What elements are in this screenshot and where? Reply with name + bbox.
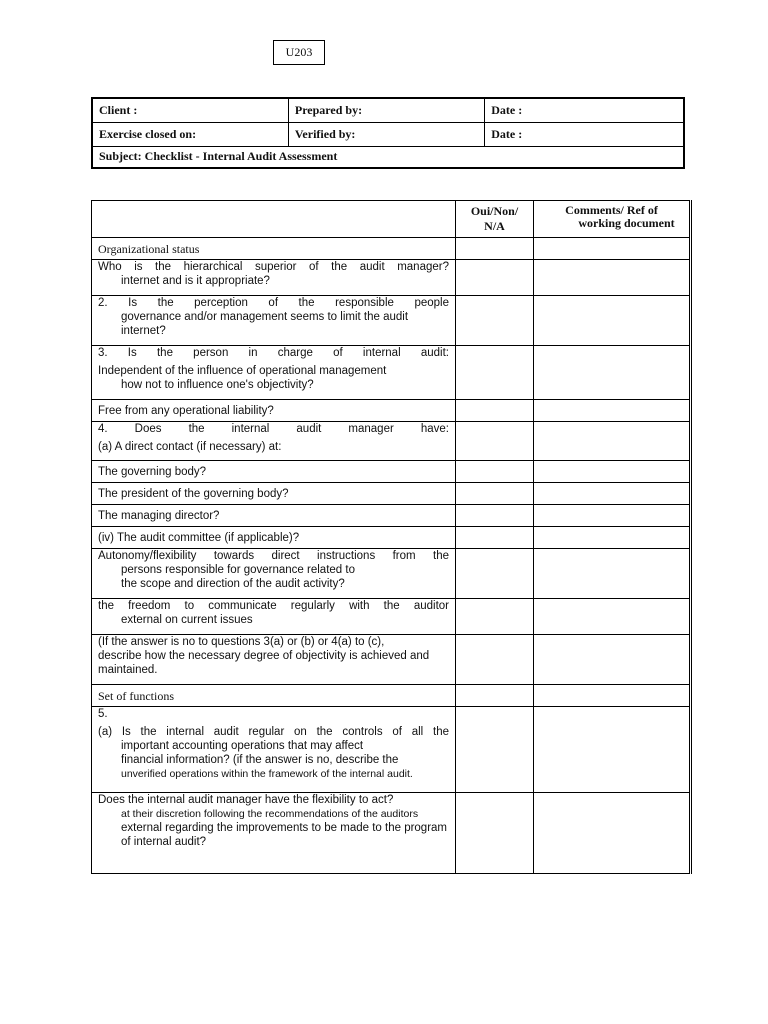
answer-cell[interactable]: [456, 635, 534, 685]
comment-cell[interactable]: [534, 635, 691, 685]
comment-cell[interactable]: [534, 527, 691, 549]
answer-header: Oui/Non/ N/A: [456, 201, 534, 238]
question-header: [92, 201, 456, 238]
comment-cell[interactable]: [534, 296, 691, 346]
comment-cell[interactable]: [534, 793, 691, 874]
question-4b: Autonomy/flexibility towards direct instructions from the persons responsible for governance related to the scope and direction of the audit activity?: [92, 549, 456, 599]
answer-cell[interactable]: [456, 685, 534, 707]
comment-cell[interactable]: [534, 260, 691, 296]
question-4c: the freedom to communicate regularly with the auditor external on current issues: [92, 599, 456, 635]
question-4a-ii: The president of the governing body?: [92, 483, 456, 505]
answer-cell[interactable]: [456, 260, 534, 296]
date-cell-2[interactable]: Date :: [485, 122, 684, 146]
answer-cell[interactable]: [456, 461, 534, 483]
answer-cell[interactable]: [456, 296, 534, 346]
comment-cell[interactable]: [534, 549, 691, 599]
question-3: 3. Is the person in charge of internal audit: Independent of the influence of operational management how not to influence one's objectivity?: [92, 346, 456, 400]
document-code: U203: [273, 40, 325, 65]
date-cell-1[interactable]: Date :: [485, 98, 684, 122]
question-4a-iv: (iv) The audit committee (if applicable)?: [92, 527, 456, 549]
exercise-closed-cell[interactable]: Exercise closed on:: [92, 122, 288, 146]
section-set-of-functions: Set of functions: [92, 685, 456, 707]
verified-by-cell[interactable]: Verified by:: [288, 122, 484, 146]
comment-cell[interactable]: [534, 505, 691, 527]
answer-cell[interactable]: [456, 549, 534, 599]
comment-cell[interactable]: [534, 599, 691, 635]
header-table: [91, 97, 685, 169]
question-4a-iii: The managing director?: [92, 505, 456, 527]
section-organizational-status: Organizational status: [92, 238, 456, 260]
question-3b: Free from any operational liability?: [92, 400, 456, 422]
question-4: 4. Does the internal audit manager have: (a) A direct contact (if necessary) at:: [92, 422, 456, 461]
answer-cell[interactable]: [456, 483, 534, 505]
checklist-table: [91, 200, 692, 874]
answer-cell[interactable]: [456, 707, 534, 793]
comment-cell[interactable]: [534, 685, 691, 707]
question-4a-i: The governing body?: [92, 461, 456, 483]
comment-cell[interactable]: [534, 346, 691, 400]
comment-cell[interactable]: [534, 238, 691, 260]
comments-header: Comments/ Ref of working document: [534, 201, 691, 238]
question-2: 2. Is the perception of the responsible people governance and/or management seems to limit the audit internet?: [92, 296, 456, 346]
question-5b: Does the internal audit manager have the flexibility to act? at their discretion following the recommendations of the auditors external regarding the improvements to be made to the program of internal audit?: [92, 793, 456, 874]
answer-cell[interactable]: [456, 346, 534, 400]
answer-cell[interactable]: [456, 238, 534, 260]
objectivity-note: (If the answer is no to questions 3(a) or (b) or 4(a) to (c), describe how the necessary degree of objectivity is achieved and maintained.: [92, 635, 456, 685]
answer-cell[interactable]: [456, 400, 534, 422]
answer-cell[interactable]: [456, 793, 534, 874]
question-5: 5. (a) Is the internal audit regular on the controls of all the important accounting operations that may affect financial information? (if the answer is no, describe the unverified operations within the framework of the internal audit.: [92, 707, 456, 793]
answer-cell[interactable]: [456, 505, 534, 527]
prepared-by-cell[interactable]: Prepared by:: [288, 98, 484, 122]
comment-cell[interactable]: [534, 400, 691, 422]
client-cell[interactable]: Client :: [92, 98, 288, 122]
comment-cell[interactable]: [534, 707, 691, 793]
answer-cell[interactable]: [456, 599, 534, 635]
subject-cell: Subject: Checklist - Internal Audit Assessment: [92, 146, 684, 168]
comment-cell[interactable]: [534, 483, 691, 505]
answer-cell[interactable]: [456, 422, 534, 461]
question-1: Who is the hierarchical superior of the audit manager? internet and is it appropriate?: [92, 260, 456, 296]
comment-cell[interactable]: [534, 422, 691, 461]
comment-cell[interactable]: [534, 461, 691, 483]
answer-cell[interactable]: [456, 527, 534, 549]
